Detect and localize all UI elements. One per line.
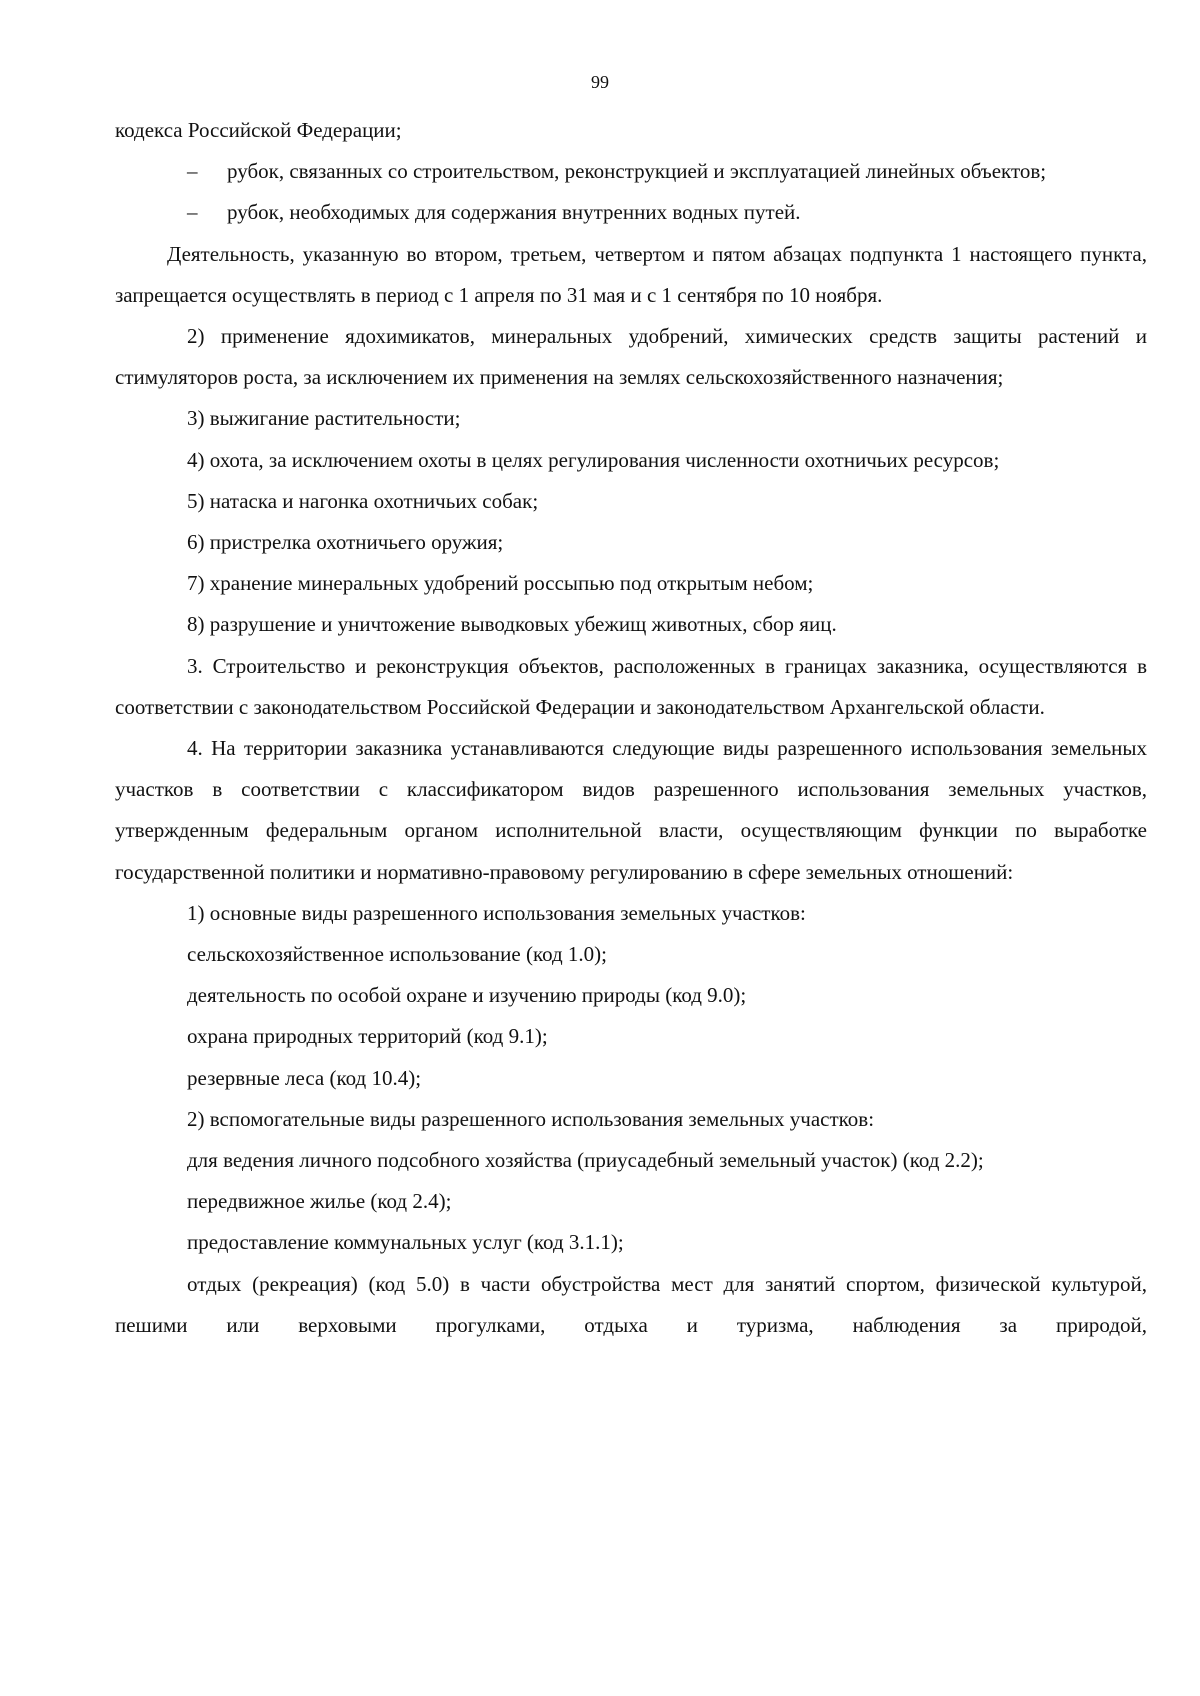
paragraph: 2) применение ядохимикатов, минеральных удобрений, химических средств защиты растений и стимуляторов роста, за исключением их применения на землях сельскохозяйственного назначения; (115, 324, 1147, 390)
list-item: 7) хранение минеральных удобрений россыпью под открытым небом; (187, 571, 814, 596)
list-item: 2) вспомогательные виды разрешенного использования земельных участков: (187, 1106, 875, 1131)
dash-list-item (115, 151, 1147, 192)
list-item: охрана природных территорий (код 9.1); (187, 1024, 548, 1049)
list-item: 6) пристрелка охотничьего оружия; (187, 530, 504, 555)
paragraph: 3. Строительство и реконструкция объектов, расположенных в границах заказника, осуществляются в соответствии с законодательством Российской Федерации и законодательством Архангельской области. (115, 653, 1147, 719)
list-item: 3) выжигание растительности; (187, 406, 461, 431)
dash-list-item-text: рубок, необходимых для содержания внутренних водных путей. (227, 200, 801, 225)
list-item: 5) натаска и нагонка охотничьих собак; (187, 488, 539, 513)
list-item: передвижное жилье (код 2.4); (187, 1189, 452, 1214)
list-item: деятельность по особой охране и изучению природы (код 9.0); (187, 983, 747, 1008)
page-number: 99 (591, 72, 609, 92)
paragraph-continuation: кодекса Российской Федерации; (115, 118, 402, 142)
dash-marker: – (187, 159, 198, 184)
document-body (115, 110, 1147, 1346)
dash-marker: – (187, 200, 198, 225)
dash-list-item-text: рубок, связанных со строительством, реконструкцией и эксплуатацией линейных объектов; (227, 159, 1047, 184)
paragraph: Деятельность, указанную во втором, третьем, четвертом и пятом абзацах подпункта 1 настоящего пункта, запрещается осуществлять в период с 1 апреля по 31 мая и с 1 сентября по 10 ноября. (115, 241, 1147, 307)
paragraph-cut: отдых (рекреация) (код 5.0) в части обустройства мест для занятий спортом, физической культурой, пешими или верховыми прогулками, отдыха и туризма, наблюдения за природой, (115, 1271, 1147, 1337)
paragraph: 4. На территории заказника устанавливаются следующие виды разрешенного использования земельных участков в соответствии с классификатором видов разрешенного использования земельных участков, утвержденным федеральным органом исполнительной власти, осуществляющим функции по выработке государственной политики и нормативно-правовому регулированию в сфере земельных отношений: (115, 736, 1147, 884)
list-item: сельскохозяйственное использование (код 1.0); (187, 942, 607, 967)
list-item: предоставление коммунальных услуг (код 3.1.1); (187, 1230, 624, 1255)
list-item: 4) охота, за исключением охоты в целях регулирования численности охотничьих ресурсов; (187, 447, 1000, 472)
list-item: 1) основные виды разрешенного использования земельных участков: (187, 900, 806, 925)
list-item: для ведения личного подсобного хозяйства (приусадебный земельный участок) (код 2.2); (187, 1148, 984, 1173)
list-item: резервные леса (код 10.4); (187, 1065, 422, 1090)
list-item: 8) разрушение и уничтожение выводковых убежищ животных, сбор яиц. (187, 612, 837, 637)
dash-list-item (115, 192, 1147, 233)
